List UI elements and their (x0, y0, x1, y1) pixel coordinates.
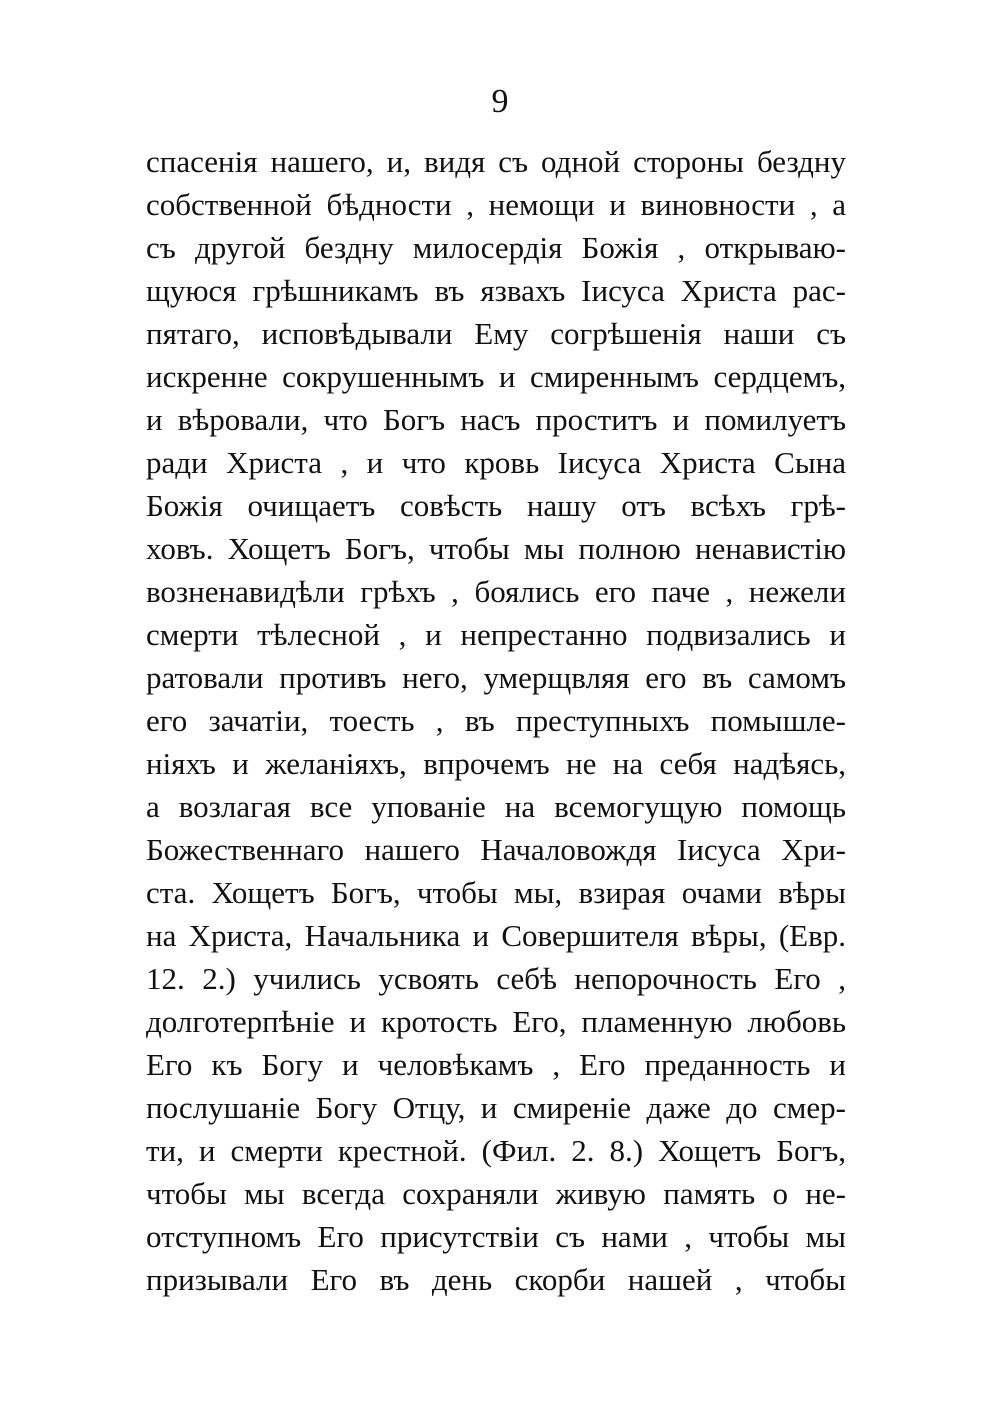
text-line: ради Христа , и что кровь Іисуса Христа Сына (146, 445, 846, 480)
text-line: ста. Хощетъ Богъ, чтобы мы, взирая очами вѣры (146, 875, 846, 910)
text-line: щуюся грѣшникамъ въ язвахъ Іисуса Христа рас- (146, 273, 846, 308)
text-line: его зачатіи, тоесть , въ преступныхъ помышле- (146, 703, 846, 738)
text-line: пятаго, исповѣдывали Ему согрѣшенія наши съ (146, 316, 846, 351)
text-line: 12. 2.) учились усвоять себѣ непорочность Его , (146, 961, 846, 996)
text-line: собственной бѣдности , немощи и виновности , а (146, 187, 846, 222)
text-line: ратовали противъ него, умерщвляя его въ самомъ (146, 660, 846, 695)
text-line: смерти тѣлесной , и непрестанно подвизались и (146, 617, 846, 652)
body-text (146, 140, 846, 1301)
text-line: ти, и смерти крестной. (Фил. 2. 8.) Хощетъ Богъ, (146, 1133, 846, 1168)
text-line: спасенія нашего, и, видя съ одной стороны бездну (146, 144, 846, 179)
text-line: Божественнаго нашего Началовождя Іисуса Хри- (146, 832, 846, 867)
text-line: съ другой бездну милосердія Божія , открываю- (146, 230, 846, 265)
text-line: Божія очищаетъ совѣсть нашу отъ всѣхъ грѣ- (146, 488, 846, 523)
text-line: возненавидѣли грѣхъ , боялись его паче , нежели (146, 574, 846, 609)
text-line: искренне сокрушеннымъ и смиреннымъ сердцемъ, (146, 359, 846, 394)
text-line: Его къ Богу и человѣкамъ , Его преданность и (146, 1047, 846, 1082)
text-line: призывали Его въ день скорби нашей , чтобы (146, 1262, 846, 1297)
text-line: ніяхъ и желаніяхъ, впрочемъ не на себя надѣясь, (146, 746, 846, 781)
text-line: отступномъ Его присутствіи съ нами , чтобы мы (146, 1219, 846, 1254)
text-line: долготерпѣніе и кротость Его, пламенную любовь (146, 1004, 846, 1039)
page-number: 9 (491, 83, 509, 120)
text-line: послушаніе Богу Отцу, и смиреніе даже до смер- (146, 1090, 846, 1125)
text-line: и вѣровали, что Богъ насъ проститъ и помилуетъ (146, 402, 846, 437)
text-line: чтобы мы всегда сохраняли живую память о не- (146, 1176, 846, 1211)
text-line: а возлагая все упованіе на всемогущую помощь (146, 789, 846, 824)
text-line: на Христа, Начальника и Совершителя вѣры, (Евр. (146, 918, 846, 953)
text-line: ховъ. Хощетъ Богъ, чтобы мы полною ненавистію (146, 531, 846, 566)
